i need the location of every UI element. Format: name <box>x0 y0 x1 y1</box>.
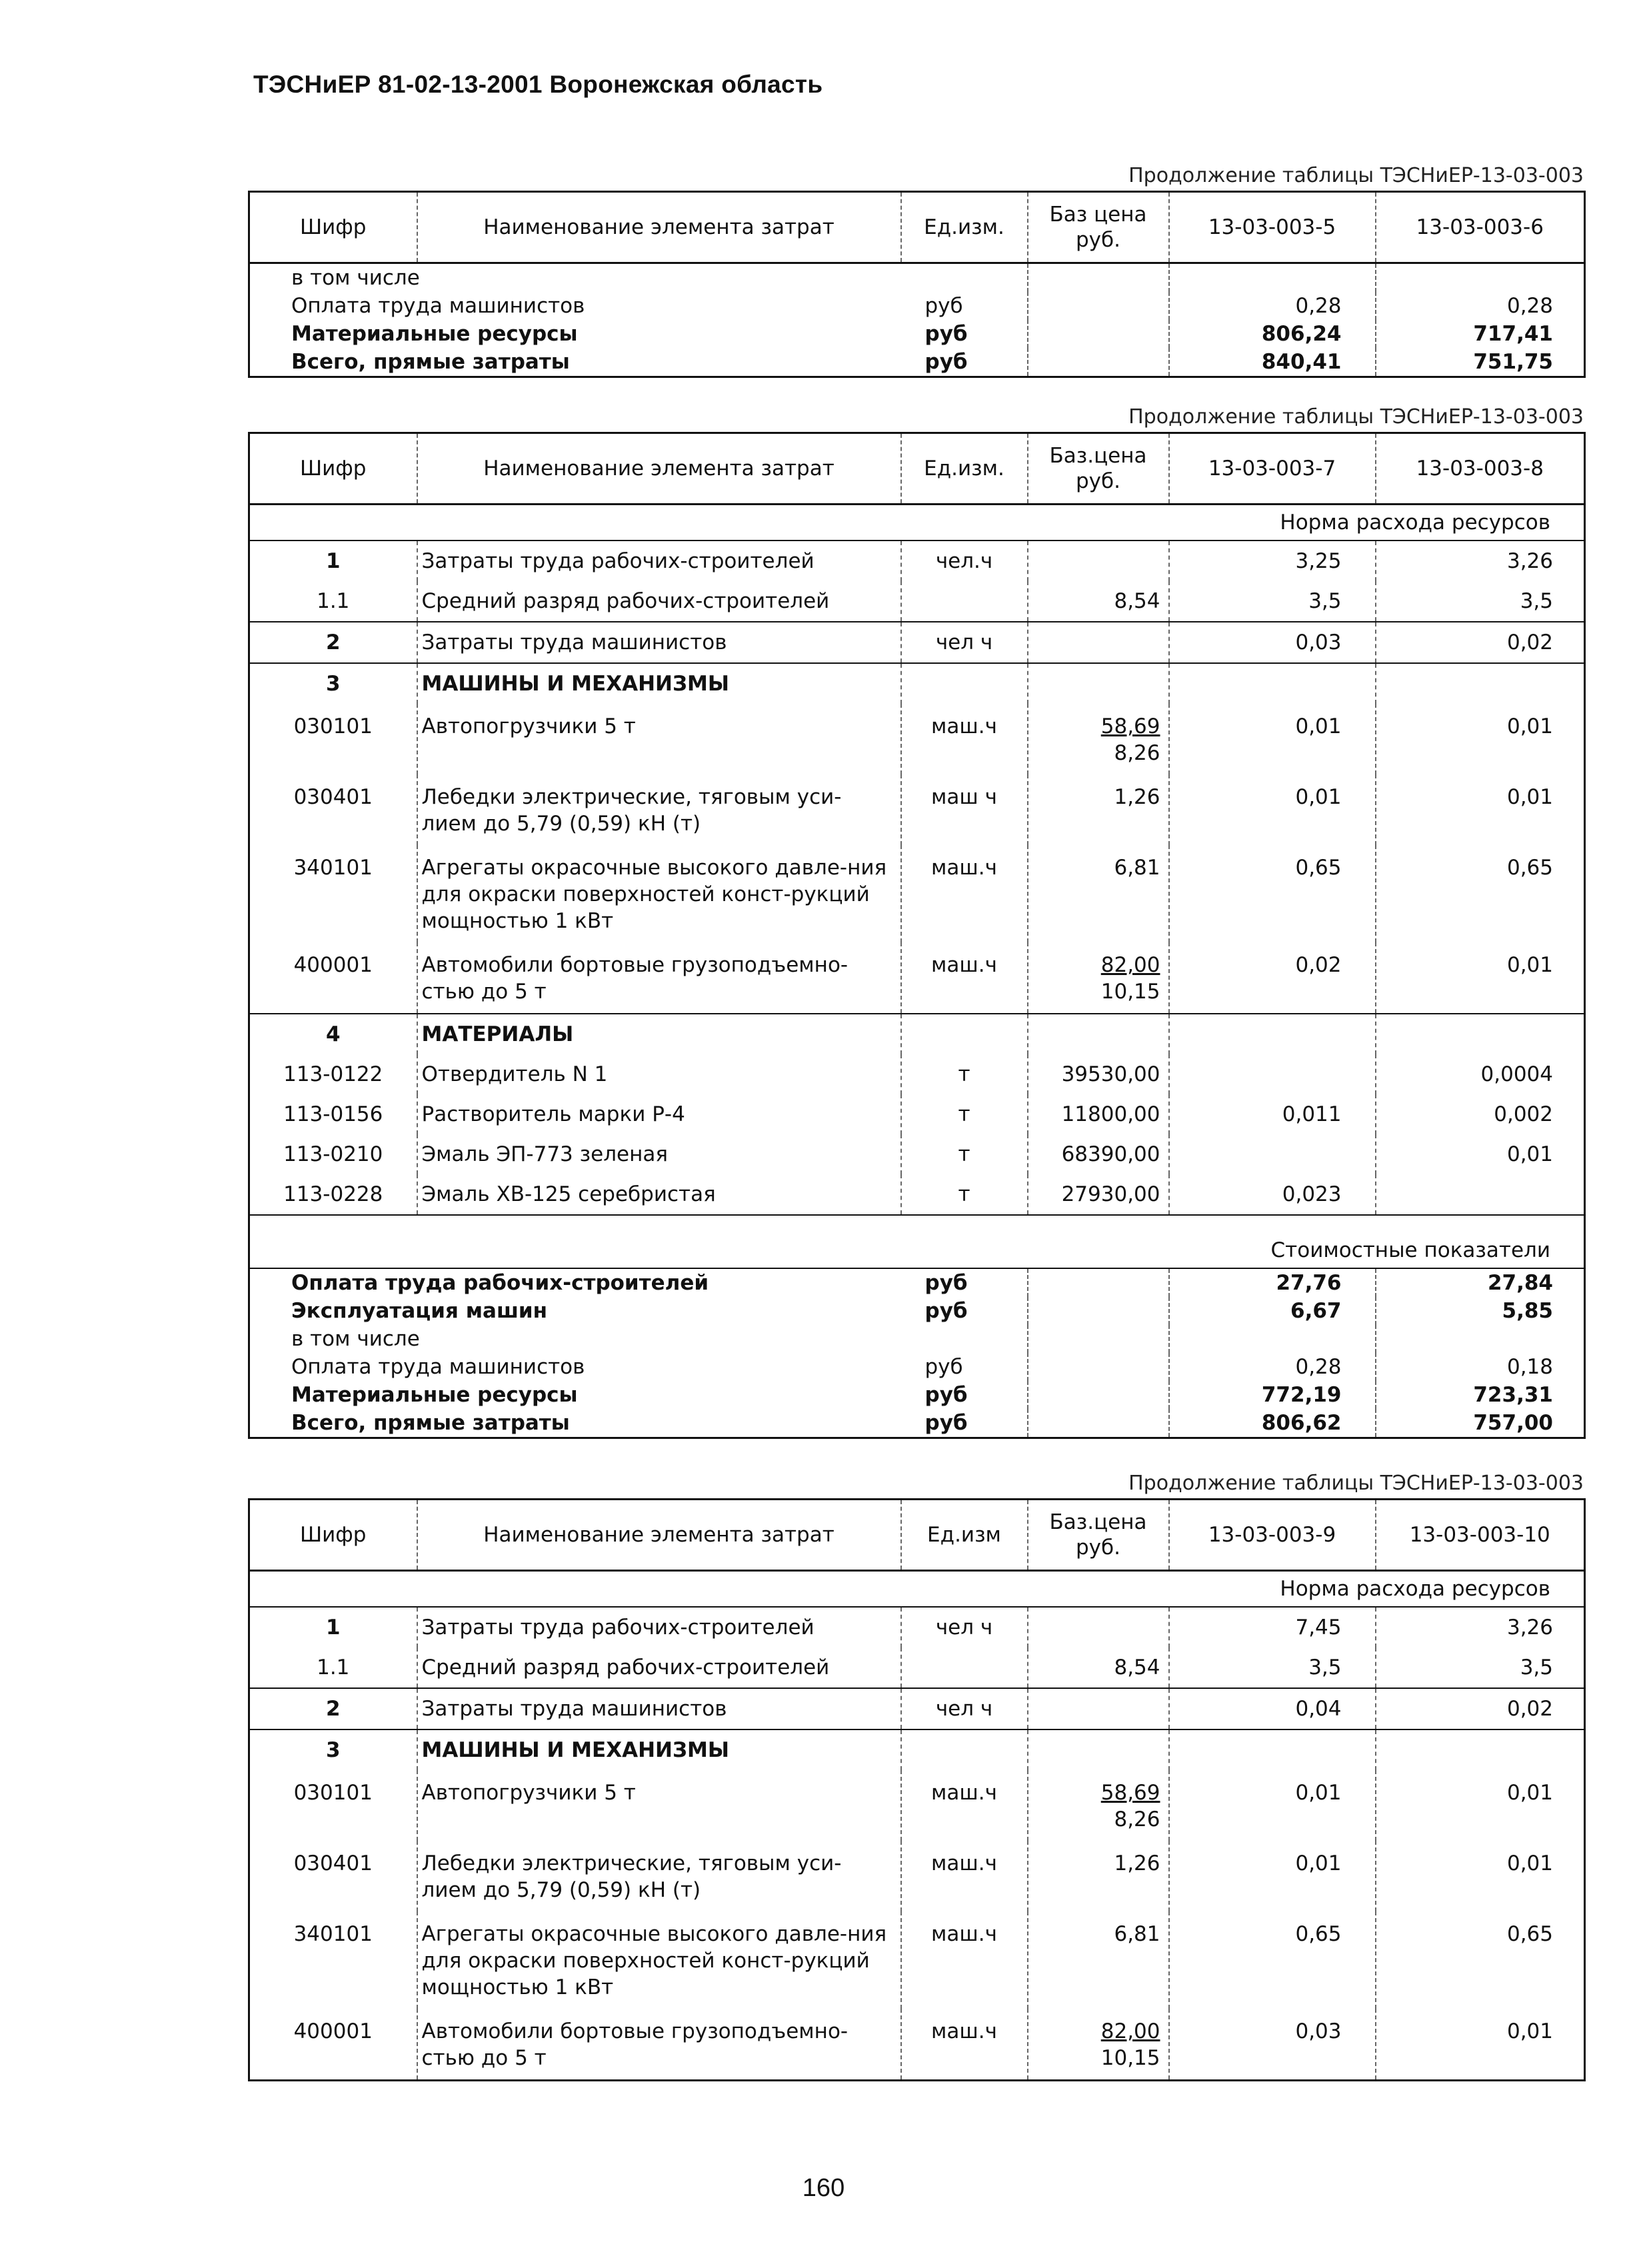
row-value-a <box>1169 1054 1376 1094</box>
cost-row <box>249 1325 1585 1353</box>
cost-row-value-a: 0,28 <box>1169 1353 1376 1381</box>
cost-row-price <box>1028 1268 1169 1297</box>
row-unit: маш.ч <box>901 1841 1028 1911</box>
row-value-a: 0,01 <box>1169 1770 1376 1841</box>
row-name: Растворитель марки Р-4 <box>417 1094 901 1134</box>
table-row <box>249 541 1585 581</box>
cost-row-unit: руб <box>901 348 1028 377</box>
row-value-a: 0,03 <box>1169 622 1376 663</box>
row-name: МАТЕРИАЛЫ <box>417 1014 901 1054</box>
base-price: 58,69 <box>1100 714 1160 738</box>
row-value-b: 0,01 <box>1506 1851 1553 1875</box>
cost-row <box>249 1268 1585 1297</box>
header-col-a: 13-03-003-5 <box>1169 192 1376 263</box>
norm-label: Норма расхода ресурсов <box>249 505 1585 541</box>
row-base-price <box>1028 1607 1169 1648</box>
row-value-b: 3,26 <box>1506 1616 1553 1640</box>
row-value-a: 0,65 <box>1169 1911 1376 2009</box>
cost-row-value-b: 27,84 <box>1487 1271 1553 1295</box>
header-col-b: 13-03-003-8 <box>1376 433 1585 505</box>
base-price-wage: 10,15 <box>1100 980 1160 1004</box>
row-base-price <box>1028 942 1169 1014</box>
row-code: 030101 <box>249 704 417 774</box>
cost-row-value-b: 751,75 <box>1473 350 1553 374</box>
row-name: Эмаль ЭП-773 зеленая <box>417 1134 901 1174</box>
table-row <box>249 581 1585 622</box>
row-name: Средний разряд рабочих-строителей <box>417 581 901 622</box>
cost-row-value-b: 757,00 <box>1473 1411 1553 1435</box>
cost-row-price <box>1028 1381 1169 1409</box>
row-base-price: 11800,00 <box>1028 1094 1169 1134</box>
row-unit: маш.ч <box>901 1911 1028 2009</box>
cost-row <box>249 1409 1585 1438</box>
cost-row <box>249 320 1585 348</box>
row-name: Автопогрузчики 5 т <box>417 704 901 774</box>
row-value-b: 0,01 <box>1506 953 1553 977</box>
row-name: Затраты труда рабочих-строителей <box>417 1607 901 1648</box>
row-name: Затраты труда машинистов <box>417 1688 901 1729</box>
row-name: Отвердитель N 1 <box>417 1054 901 1094</box>
table-3 <box>248 1498 1586 2081</box>
header-code: Шифр <box>249 433 417 505</box>
cost-row-value-a: 0,28 <box>1169 292 1376 320</box>
row-value-b <box>1376 1174 1585 1215</box>
table-1 <box>248 191 1586 378</box>
cost-row-unit: руб <box>901 1381 1028 1409</box>
row-base-price: 68390,00 <box>1028 1134 1169 1174</box>
table-2-caption: Продолжение таблицы ТЭСНиЕР-13-03-003 <box>1128 405 1584 429</box>
table-row <box>249 942 1585 1014</box>
cost-row-value-a <box>1169 1325 1376 1353</box>
header-col-a: 13-03-003-7 <box>1169 433 1376 505</box>
row-code: 030101 <box>249 1770 417 1841</box>
row-code: 030401 <box>249 1841 417 1911</box>
table-1-block <box>248 164 1584 378</box>
cost-row-name: Оплата труда машинистов <box>291 294 585 318</box>
row-name: Средний разряд рабочих-строителей <box>417 1648 901 1688</box>
cost-label-row <box>249 1215 1585 1268</box>
row-base-price <box>1028 1729 1169 1770</box>
cost-row-value-b: 717,41 <box>1473 322 1553 346</box>
cost-row-value-b: 723,31 <box>1473 1383 1553 1407</box>
norm-label-row <box>249 1571 1585 1608</box>
cost-row-unit: руб <box>901 1268 1028 1297</box>
row-unit: маш.ч <box>901 942 1028 1014</box>
row-name: Лебедки электрические, тяговым уси-лием до 5,79 (0,59) кН (т) <box>417 774 901 845</box>
cost-row-unit: руб <box>901 292 1028 320</box>
row-value-b: 0,01 <box>1506 2019 1553 2043</box>
row-value-b: 0,01 <box>1506 785 1553 809</box>
row-name: Лебедки электрические, тяговым уси-лием до 5,79 (0,59) кН (т) <box>417 1841 901 1911</box>
row-unit: т <box>901 1134 1028 1174</box>
cost-row-price <box>1028 1409 1169 1438</box>
cost-row-value-a: 27,76 <box>1169 1268 1376 1297</box>
row-value-b: 0,01 <box>1506 714 1553 738</box>
cost-row-name: Материальные ресурсы <box>291 1383 578 1407</box>
row-name: Затраты труда машинистов <box>417 622 901 663</box>
row-unit: чел ч <box>901 1688 1028 1729</box>
table-row <box>249 1841 1585 1911</box>
row-value-a: 3,25 <box>1169 541 1376 581</box>
table-3-caption: Продолжение таблицы ТЭСНиЕР-13-03-003 <box>1128 1472 1584 1495</box>
table-row <box>249 845 1585 942</box>
header-unit: Ед.изм <box>901 1500 1028 1571</box>
cost-row-value-b <box>1376 1325 1585 1353</box>
row-unit <box>901 1648 1028 1688</box>
row-name: Автопогрузчики 5 т <box>417 1770 901 1841</box>
row-unit: чел ч <box>901 1607 1028 1648</box>
row-value-a: 0,03 <box>1169 2009 1376 2081</box>
header-price: Баз.цена руб. <box>1028 1500 1169 1571</box>
row-code: 1 <box>249 541 417 581</box>
row-unit: маш ч <box>901 774 1028 845</box>
table-row <box>249 1134 1585 1174</box>
row-value-a: 0,65 <box>1169 845 1376 942</box>
row-name: Затраты труда рабочих-строителей <box>417 541 901 581</box>
base-price: 82,00 <box>1100 953 1160 977</box>
cost-row <box>249 1297 1585 1325</box>
cost-row <box>249 292 1585 320</box>
table-row <box>249 1014 1585 1054</box>
row-base-price: 8,54 <box>1028 581 1169 622</box>
row-name: МАШИНЫ И МЕХАНИЗМЫ <box>417 663 901 704</box>
cost-row-price <box>1028 348 1169 377</box>
header-price: Баз цена руб. <box>1028 192 1169 263</box>
row-value-a <box>1169 1729 1376 1770</box>
cost-row-value-a: 6,67 <box>1169 1297 1376 1325</box>
row-value-a <box>1169 1134 1376 1174</box>
base-price-wage: 8,26 <box>1114 741 1160 765</box>
row-value-b: 0,0004 <box>1480 1062 1553 1086</box>
table-row <box>249 1648 1585 1688</box>
cost-row-value-b: 0,28 <box>1506 294 1553 318</box>
cost-row <box>249 348 1585 377</box>
row-code: 1 <box>249 1607 417 1648</box>
row-code: 4 <box>249 1014 417 1054</box>
header-code: Шифр <box>249 192 417 263</box>
cost-row-price <box>1028 292 1169 320</box>
base-price: 82,00 <box>1100 2019 1160 2043</box>
row-unit <box>901 581 1028 622</box>
row-value-a: 0,011 <box>1169 1094 1376 1134</box>
row-base-price: 6,81 <box>1028 1911 1169 2009</box>
row-code: 1.1 <box>249 581 417 622</box>
row-value-a <box>1169 663 1376 704</box>
row-name: Автомобили бортовые грузоподъемно-стью до 5 т <box>417 2009 901 2081</box>
table-row <box>249 774 1585 845</box>
row-unit: чел ч <box>901 622 1028 663</box>
row-code: 3 <box>249 1729 417 1770</box>
base-price-wage: 10,15 <box>1100 2046 1160 2070</box>
cost-row-unit: руб <box>901 320 1028 348</box>
row-base-price: 27930,00 <box>1028 1174 1169 1215</box>
header-unit: Ед.изм. <box>901 192 1028 263</box>
row-code: 400001 <box>249 2009 417 2081</box>
cost-row-name: Оплата труда рабочих-строителей <box>291 1271 709 1295</box>
cost-row-unit <box>901 263 1028 293</box>
table-row <box>249 704 1585 774</box>
row-value-b: 3,5 <box>1520 589 1553 613</box>
cost-row-name: Оплата труда машинистов <box>291 1355 585 1379</box>
row-value-a: 0,04 <box>1169 1688 1376 1729</box>
cost-row-price <box>1028 1325 1169 1353</box>
row-name: Автомобили бортовые грузоподъемно-стью до 5 т <box>417 942 901 1014</box>
cost-row-name: Материальные ресурсы <box>291 322 578 346</box>
table-row <box>249 1174 1585 1215</box>
table-3-block <box>248 1472 1584 2081</box>
row-unit: т <box>901 1094 1028 1134</box>
cost-label: Стоимостные показатели <box>249 1215 1585 1268</box>
table-row <box>249 1911 1585 2009</box>
row-value-b: 0,65 <box>1506 856 1553 880</box>
table-1-header <box>249 192 1585 263</box>
cost-row-unit: руб <box>901 1409 1028 1438</box>
document-title: ТЭСНиЕР 81-02-13-2001 Воронежская область <box>253 71 823 98</box>
row-value-b <box>1376 663 1585 704</box>
row-unit: маш.ч <box>901 704 1028 774</box>
row-code: 113-0210 <box>249 1134 417 1174</box>
row-value-b: 0,02 <box>1376 1688 1585 1729</box>
row-base-price <box>1028 704 1169 774</box>
row-unit <box>901 1014 1028 1054</box>
cost-row-price <box>1028 1297 1169 1325</box>
row-code: 2 <box>249 1688 417 1729</box>
row-base-price: 39530,00 <box>1028 1054 1169 1094</box>
row-base-price <box>1028 2009 1169 2081</box>
row-value-b: 0,65 <box>1506 1922 1553 1946</box>
row-code: 400001 <box>249 942 417 1014</box>
row-name: Агрегаты окрасочные высокого давле-ния для окраски поверхностей конст-рукций мощностью 1 кВт <box>417 845 901 942</box>
cost-row-value-a: 840,41 <box>1169 348 1376 377</box>
header-col-a: 13-03-003-9 <box>1169 1500 1376 1571</box>
row-value-a: 0,01 <box>1169 704 1376 774</box>
table-row <box>249 1729 1585 1770</box>
row-base-price: 6,81 <box>1028 845 1169 942</box>
cost-row-price <box>1028 1353 1169 1381</box>
cost-row <box>249 1381 1585 1409</box>
row-value-a: 7,45 <box>1169 1607 1376 1648</box>
header-code: Шифр <box>249 1500 417 1571</box>
cost-row-name: Всего, прямые затраты <box>291 350 570 374</box>
row-value-a <box>1169 1014 1376 1054</box>
row-base-price: 8,54 <box>1028 1648 1169 1688</box>
table-row <box>249 1054 1585 1094</box>
table-3-header <box>249 1500 1585 1571</box>
row-unit <box>901 1729 1028 1770</box>
table-row <box>249 1770 1585 1841</box>
row-code: 1.1 <box>249 1648 417 1688</box>
cost-row-value-a: 772,19 <box>1169 1381 1376 1409</box>
row-base-price <box>1028 541 1169 581</box>
cost-row-value-a <box>1169 263 1376 293</box>
row-code: 113-0122 <box>249 1054 417 1094</box>
cost-row-value-b: 0,18 <box>1506 1355 1553 1379</box>
row-unit: маш.ч <box>901 1770 1028 1841</box>
norm-label: Норма расхода ресурсов <box>249 1571 1585 1608</box>
table-row <box>249 2009 1585 2081</box>
row-base-price: 1,26 <box>1028 1841 1169 1911</box>
page-number: 160 <box>802 2174 845 2202</box>
row-value-a: 0,02 <box>1169 942 1376 1014</box>
row-base-price <box>1028 1014 1169 1054</box>
row-code: 340101 <box>249 845 417 942</box>
header-price: Баз.цена руб. <box>1028 433 1169 505</box>
table-2-header <box>249 433 1585 505</box>
row-value-a: 3,5 <box>1169 581 1376 622</box>
table-row <box>249 1094 1585 1134</box>
row-code: 2 <box>249 622 417 663</box>
table-2-body <box>249 505 1585 1438</box>
cost-row-value-b: 5,85 <box>1502 1299 1553 1323</box>
cost-row-price <box>1028 320 1169 348</box>
row-value-b <box>1376 1014 1585 1054</box>
table-row <box>249 663 1585 704</box>
table-row <box>249 1607 1585 1648</box>
table-row <box>249 622 1585 663</box>
cost-row-name: Эксплуатация машин <box>291 1299 548 1323</box>
cost-row-price <box>1028 263 1169 293</box>
table-1-caption: Продолжение таблицы ТЭСНиЕР-13-03-003 <box>1128 164 1584 187</box>
header-unit: Ед.изм. <box>901 433 1028 505</box>
row-code: 113-0156 <box>249 1094 417 1134</box>
header-name: Наименование элемента затрат <box>417 192 901 263</box>
table-2-block <box>248 405 1584 1439</box>
row-unit <box>901 663 1028 704</box>
cost-row-value-b <box>1376 263 1585 293</box>
row-value-b: 3,26 <box>1506 549 1553 573</box>
base-price-wage: 8,26 <box>1114 1807 1160 1831</box>
header-name: Наименование элемента затрат <box>417 433 901 505</box>
cost-row-value-a: 806,24 <box>1169 320 1376 348</box>
table-row <box>249 1688 1585 1729</box>
header-col-b: 13-03-003-6 <box>1376 192 1585 263</box>
base-price: 58,69 <box>1100 1781 1160 1805</box>
row-name: Агрегаты окрасочные высокого давле-ния для окраски поверхностей конст-рукций мощностью 1 кВт <box>417 1911 901 2009</box>
row-value-a: 0,01 <box>1169 1841 1376 1911</box>
row-base-price: 1,26 <box>1028 774 1169 845</box>
row-name: Эмаль ХВ-125 серебристая <box>417 1174 901 1215</box>
row-unit: т <box>901 1054 1028 1094</box>
row-value-a: 0,01 <box>1169 774 1376 845</box>
row-unit: маш.ч <box>901 2009 1028 2081</box>
header-name: Наименование элемента затрат <box>417 1500 901 1571</box>
cost-row-name: в том числе <box>291 266 420 290</box>
row-base-price <box>1028 622 1169 663</box>
row-code: 030401 <box>249 774 417 845</box>
row-value-b: 0,002 <box>1494 1102 1553 1126</box>
row-unit: маш.ч <box>901 845 1028 942</box>
row-base-price <box>1028 1688 1169 1729</box>
row-value-b: 0,02 <box>1376 622 1585 663</box>
cost-row <box>249 263 1585 293</box>
cost-row-unit: руб <box>901 1297 1028 1325</box>
row-value-b <box>1376 1729 1585 1770</box>
cost-row-unit: руб <box>901 1353 1028 1381</box>
cost-row-unit <box>901 1325 1028 1353</box>
row-value-a: 3,5 <box>1169 1648 1376 1688</box>
table-2 <box>248 432 1586 1439</box>
cost-row-name: в том числе <box>291 1327 420 1351</box>
cost-row-name: Всего, прямые затраты <box>291 1411 570 1435</box>
row-code: 3 <box>249 663 417 704</box>
row-unit: т <box>901 1174 1028 1215</box>
row-value-b: 3,5 <box>1520 1656 1553 1680</box>
norm-label-row <box>249 505 1585 541</box>
row-value-b: 0,01 <box>1506 1142 1553 1166</box>
row-value-b: 0,01 <box>1506 1781 1553 1805</box>
row-code: 113-0228 <box>249 1174 417 1215</box>
table-3-body <box>249 1571 1585 2081</box>
row-base-price <box>1028 1770 1169 1841</box>
row-code: 340101 <box>249 1911 417 2009</box>
row-unit: чел.ч <box>901 541 1028 581</box>
cost-row-value-a: 806,62 <box>1169 1409 1376 1438</box>
table-1-body <box>249 263 1585 377</box>
header-col-b: 13-03-003-10 <box>1376 1500 1585 1571</box>
cost-row <box>249 1353 1585 1381</box>
row-value-a: 0,023 <box>1169 1174 1376 1215</box>
row-name: МАШИНЫ И МЕХАНИЗМЫ <box>417 1729 901 1770</box>
row-base-price <box>1028 663 1169 704</box>
